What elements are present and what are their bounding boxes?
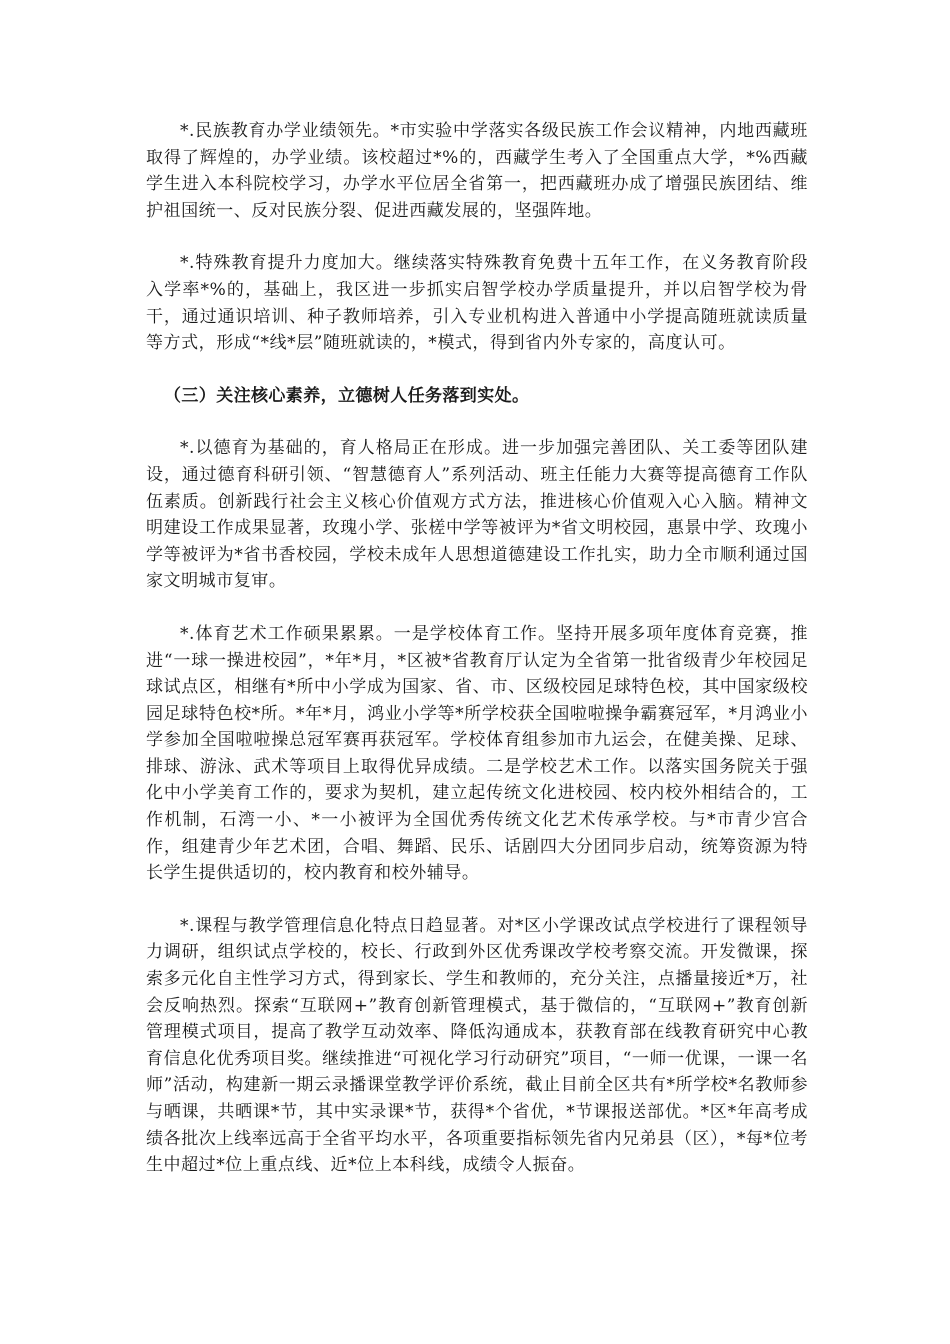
paragraph-spacer [146, 357, 808, 383]
paragraph-spacer [146, 595, 808, 621]
paragraph-spacer [146, 887, 808, 913]
document-page [146, 118, 808, 1179]
paragraph-spacer [146, 409, 808, 435]
section-heading: （三）关注核心素养，立德树人任务落到实处。 [164, 385, 530, 406]
paragraph-special-education: *.特殊教育提升力度加大。继续落实特殊教育免费十五年工作，在义务教育阶段入学率*%的，基础上，我区进一步抓实启智学校办学质量提升，并以启智学校为骨干，通过通识培训、种子教师培养，引入专业机构进入普通中小学提高随班就读质量等方式，形成“*线*层”随班就读的，*模式，得到省内外专家的，高度认可。 [146, 253, 808, 354]
paragraph-spacer [146, 224, 808, 250]
paragraph-ethnic-education: *.民族教育办学业绩领先。*市实验中学落实各级民族工作会议精神，内地西藏班取得了辉煌的，办学业绩。该校超过*%的，西藏学生考入了全国重点大学，*%西藏学生进入本科院校学习，办学水平位居全省第一，把西藏班办成了增强民族团结、维护祖国统一、反对民族分裂、促进西藏发展的，坚强阵地。 [146, 121, 808, 221]
paragraph-curriculum-it: *.课程与教学管理信息化特点日趋显著。对*区小学课改试点学校进行了课程领导力调研，组织试点学校的，校长、行政到外区优秀课改学校考察交流。开发微课，探索多元化自主性学习方式，得到家长、学生和教师的，充分关注，点播量接近*万，社会反响热烈。探索“互联网+”教育创新管理模式，基于微信的，“互联网+”教育创新管理模式项目，提高了教学互动效率、降低沟通成本，获教育部在线教育研究中心教育信息化优秀项目奖。继续推进“可视化学习行动研究”项目，“一师一优课，一课一名师”活动，构建新一期云录播课堂教学评价系统，截止目前全区共有*所学校*名教师参与晒课，共晒课*节，其中实录课*节，获得*个省优，*节课报送部优。*区*年高考成绩各批次上线率远高于全省平均水平，各项重要指标领先省内兄弟县（区），*每*位考生中超过*位上重点线、近*位上本科线，成绩令人振奋。 [146, 915, 808, 1176]
paragraph-sports-arts: *.体育艺术工作硕果累累。一是学校体育工作。坚持开展多项年度体育竞赛，推进“一球一操进校园”，*年*月，*区被*省教育厅认定为全省第一批省级青少年校园足球试点区，相继有*所中小学成为国家、省、市、区级校园足球特色校，其中国家级校园足球特色校*所。*年*月，鸿业小学等*所学校获全国啦啦操争霸赛冠军，*月鸿业小学参加全国啦啦操总冠军赛再获冠军。学校体育组参加市九运会，在健美操、足球、排球、游泳、武术等项目上取得优异成绩。二是学校艺术工作。以落实国务院关于强化中小学美育工作的，要求为契机，建立起传统文化进校园、校内校外相结合的，工作机制，石湾一小、*一小被评为全国优秀传统文化艺术传承学校。与*市青少宫合作，组建青少年艺术团，合唱、舞蹈、民乐、话剧四大分团同步启动，统筹资源为特长学生提供适切的，校内教育和校外辅导。 [146, 623, 808, 884]
paragraph-moral-education: *.以德育为基础的，育人格局正在形成。进一步加强完善团队、关工委等团队建设，通过德育科研引领、“智慧德育人”系列活动、班主任能力大赛等提高德育工作队伍素质。创新践行社会主义核心价值观方式方法，推进核心价值观入心入脑。精神文明建设工作成果显著，玫瑰小学、张槎中学等被评为*省文明校园，惠景中学、玫瑰小学等被评为*省书香校园，学校未成年人思想道德建设工作扎实，助力全市顺利通过国家文明城市复审。 [146, 438, 808, 592]
